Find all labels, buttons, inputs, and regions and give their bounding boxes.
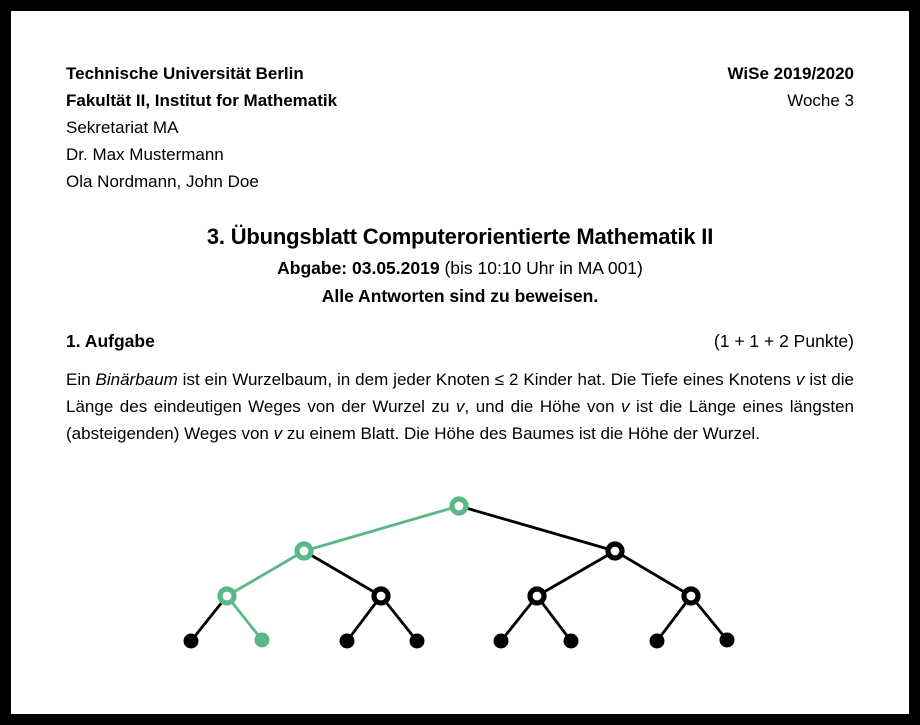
tree-edge [304,551,381,596]
tree-node-open [684,589,698,603]
tree-node-leaf [720,633,735,648]
paragraph-segment: v [620,397,630,416]
paragraph-segment: Binärbaum [95,370,178,389]
tree-edge [615,551,691,596]
paragraph-segment: ist die Länge eines längsten (absteigenden) Weges von [66,397,854,443]
paragraph-segment: v [273,424,283,443]
tree-node-open [452,499,466,513]
tree-edge [304,506,459,551]
tree-node-leaf [184,634,199,649]
title-block [66,224,854,310]
header-right [728,60,855,195]
paragraph-segment: v [795,370,805,389]
tree-node-leaf [255,633,270,648]
tree-edge [691,596,727,640]
paragraph-segment: zu einem Blatt. Die Höhe des Baumes ist die Höhe der Wurzel. [282,424,760,443]
page-title: 3. Übungsblatt Computerorientierte Mathematik II [206,224,714,249]
tree-edge [381,596,417,641]
tree-edge [459,506,615,551]
tree-edge [347,596,381,641]
header-line: Woche 3 [787,91,854,110]
deadline-line [66,254,854,282]
header-line: Technische Universität Berlin [66,64,304,83]
tree-edge [537,596,571,641]
task-points: (1 + 1 + 2 Punkte) [713,331,854,351]
tree-node-leaf [340,634,355,649]
page-content [11,11,909,447]
tree-node-leaf [494,634,509,649]
header [66,60,854,195]
paragraph-segment: ist die Länge des eindeutigen Weges von der Wurzel zu [66,370,854,416]
header-line: Sekretariat MA [66,118,179,137]
header-line: Dr. Max Mustermann [66,145,224,164]
exercise-paragraph [66,366,854,447]
task-row [66,328,854,355]
tree-node-open [220,589,234,603]
tree-edge [227,596,262,640]
paragraph-segment: ist ein Wurzelbaum, in dem jeder Knoten ≤ 2 Kinder hat. Die Tiefe eines Knotens [177,370,796,389]
tree-edge [227,551,304,596]
header-line: Ola Nordmann, John Doe [66,172,259,191]
paragraph-segment: Ein [66,370,96,389]
tree-node-leaf [564,634,579,649]
tree-node-leaf [410,634,425,649]
tree-edge [537,551,615,596]
task-label: 1. Aufgabe [66,331,155,351]
paragraph-segment: , und die Höhe von [464,397,621,416]
tree-node-open [608,544,622,558]
tree-node-open [374,589,388,603]
deadline-date: Abgabe: 03.05.2019 [277,258,440,278]
header-left [66,60,337,195]
tree-node-open [530,589,544,603]
header-line: WiSe 2019/2020 [727,64,854,83]
tree-node-leaf [650,634,665,649]
header-line: Fakultät II, Institut for Mathematik [66,91,338,110]
tree-edge [501,596,537,641]
tree-edge [657,596,691,641]
tree-edge [191,596,227,641]
note-line: Alle Antworten sind zu beweisen. [321,286,599,306]
tree-node-open [297,544,311,558]
deadline-details: (bis 10:10 Uhr in MA 001) [439,258,643,278]
paragraph-segment: v [455,397,465,416]
